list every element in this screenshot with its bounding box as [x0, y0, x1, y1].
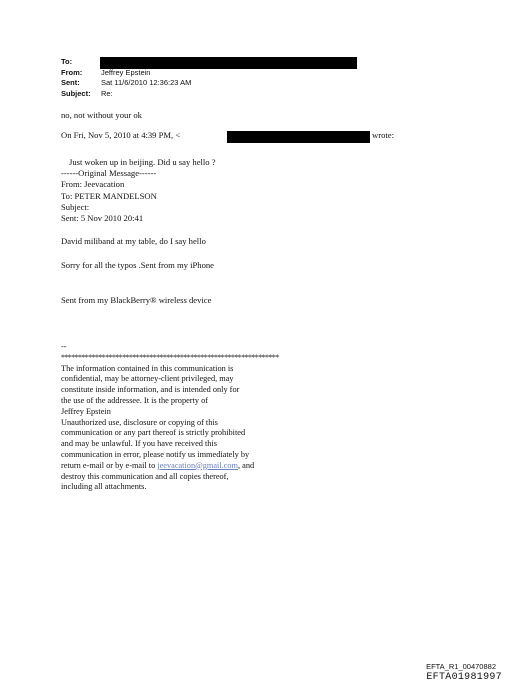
- subject-value: Re:: [101, 88, 113, 98]
- sender-redaction: [227, 131, 370, 143]
- forward-line-6: Sent: 5 Nov 2010 20:41: [61, 213, 144, 224]
- forward-line-2: ------Original Message------: [61, 168, 157, 179]
- disclaimer-line-6: Unauthorized use, disclosure or copying of this: [61, 417, 218, 427]
- quote-intro-prefix: On Fri, Nov 5, 2010 at 4:39 PM, <: [61, 130, 181, 140]
- disclaimer: [61, 342, 279, 493]
- sent-value: Sat 11/6/2010 12:36:23 AM: [101, 78, 192, 87]
- footer-small-id: EFTA_R1_00470882: [426, 662, 496, 671]
- email-link[interactable]: jeevacation@gmail.com: [157, 460, 238, 470]
- forwarded-message: [61, 157, 216, 224]
- from-label: From:: [61, 67, 83, 77]
- disclaimer-line-11: destroy this communication and all copies thereof,: [61, 471, 229, 481]
- disclaimer-line-8: and may be unlawful. If you have received this: [61, 439, 217, 449]
- forward-line-1: Just woken up in beijing. Did u say hello ?: [69, 157, 216, 167]
- to-label: To:: [61, 57, 73, 66]
- quote-intro-suffix: wrote:: [372, 130, 394, 140]
- footer-big-id: EFTA01981997: [426, 672, 502, 683]
- forward-line-3: From: Jeevacation: [61, 179, 125, 190]
- disclaimer-line-4: the use of the addressee. It is the property of: [61, 395, 208, 405]
- disclaimer-line-1: The information contained in this communication is: [61, 363, 234, 373]
- sent-label: Sent:: [61, 78, 80, 87]
- disclaimer-line-5: Jeffrey Epstein: [61, 406, 111, 416]
- quote-intro: [61, 130, 394, 142]
- from-value: Jeffrey Epstein: [101, 67, 151, 77]
- disclaimer-stars: ****************************************************************: [61, 352, 279, 362]
- message-text: David miliband at my table, do I say hello: [61, 236, 206, 246]
- reply-text: no, not without your ok: [61, 110, 142, 120]
- blackberry-text: Sent from my BlackBerry® wireless device: [61, 295, 212, 305]
- typos-text: Sorry for all the typos .Sent from my iPhone: [61, 260, 215, 270]
- disclaimer-line-9: communication in error, please notify us immediately by: [61, 449, 250, 459]
- disclaimer-line-3: constitute inside information, and is intended only for: [61, 385, 240, 395]
- disclaimer-line-10: [61, 461, 279, 472]
- disclaimer-dashes: --: [61, 342, 67, 351]
- disclaimer-line-2: confidential, may be attorney-client privileged, may: [61, 374, 234, 384]
- disclaimer-line-10-suffix: , and: [237, 460, 255, 470]
- subject-label: Subject:: [61, 88, 91, 98]
- forward-line-4: To: PETER MANDELSON: [61, 190, 157, 201]
- disclaimer-line-7: communication or any part thereof is strictly prohibited: [61, 428, 246, 438]
- disclaimer-line-12: including all attachments.: [61, 482, 147, 492]
- forward-line-5: Subject:: [61, 201, 90, 212]
- disclaimer-line-10-prefix: return e-mail or by e-mail to: [61, 460, 158, 470]
